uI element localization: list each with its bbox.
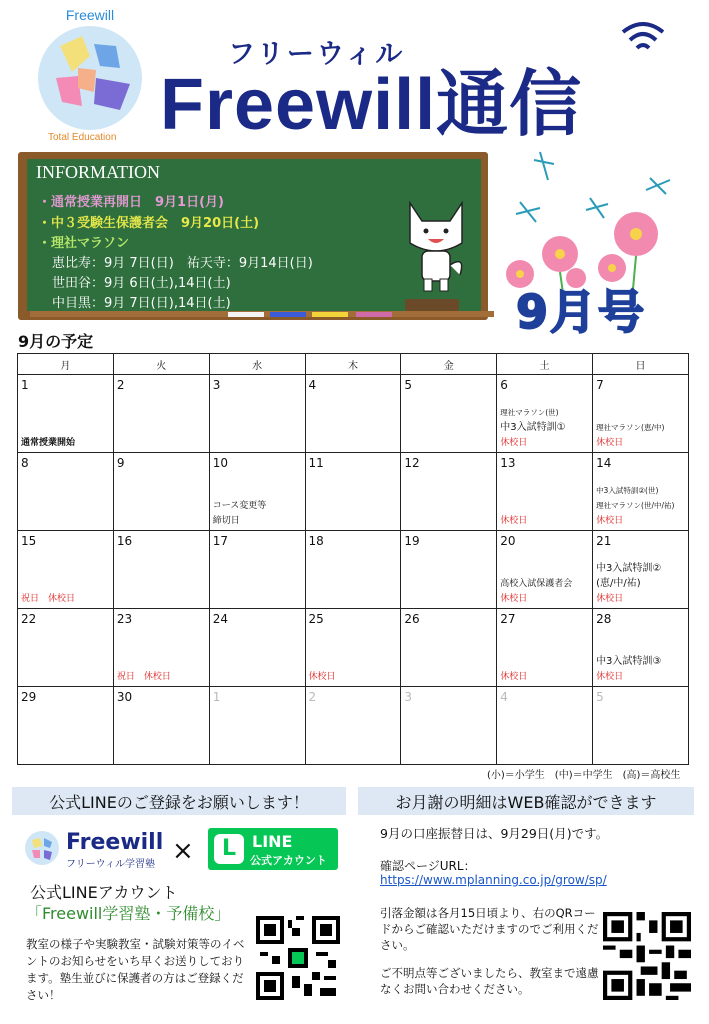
- grade-legend: (小)＝小学生 (中)＝中学生 (高)＝高校生: [487, 770, 681, 781]
- calendar-day-cell: [113, 453, 209, 531]
- closed-day-label: 休校日: [500, 516, 528, 526]
- logo-text-top: Freewill: [65, 7, 115, 23]
- day-number: 5: [596, 690, 604, 704]
- calendar-week-row: [18, 453, 689, 531]
- calendar-day-cell: [113, 687, 209, 765]
- page-title: Freewill通信: [160, 65, 583, 145]
- calendar-day-cell: [401, 531, 497, 609]
- closed-day-label: 休校日: [308, 672, 336, 682]
- line-account-name: 「Freewill学習塾・予備校」: [26, 904, 231, 923]
- wifi-icon: [618, 18, 668, 58]
- day-number: 21: [596, 534, 612, 548]
- calendar-day-cell: [209, 375, 305, 453]
- brand-ruby: フリーウィル: [228, 39, 406, 70]
- calendar-day-cell: [305, 375, 401, 453]
- closed-day-label: 休校日: [596, 516, 624, 526]
- calendar-day-cell: [113, 375, 209, 453]
- contact-info-text: ご不明点等ございましたら、教室まで遠慮なくお問い合わせください。: [380, 966, 599, 996]
- calendar-day-cell: [209, 609, 305, 687]
- calendar-week-row: [18, 687, 689, 765]
- calendar-day-cell: [113, 531, 209, 609]
- info-heading: INFORMATION: [36, 162, 161, 182]
- calendar-week-row: [18, 609, 689, 687]
- day-number: 16: [116, 534, 133, 548]
- day-number: 22: [21, 612, 37, 626]
- calendar-day-cell: [401, 609, 497, 687]
- calendar-table: [17, 353, 689, 765]
- calendar-day-cell: [593, 375, 689, 453]
- day-number: 2: [116, 378, 125, 392]
- line-section-banner: 公式LINEのご登録をお願いします！: [12, 787, 346, 815]
- web-section-banner: お月謝の明細はWEB確認ができます: [358, 787, 694, 815]
- calendar-day-cell: [18, 687, 114, 765]
- info-item-3-line-1: 恵比寿：9月 7日(日) 祐天寺：9月14日(日): [52, 256, 313, 271]
- freewill-brand-subtitle: フリーウィル学習塾: [66, 859, 155, 870]
- eraser-icon: [405, 299, 459, 311]
- logo-text-bottom: Total Education: [48, 132, 117, 143]
- closed-day-label: 休校日: [500, 438, 528, 448]
- calendar-day-cell: [593, 687, 689, 765]
- info-item-2: ・中３受験生保護者会 9月20日(土): [38, 216, 260, 231]
- calendar-day-cell: [497, 531, 593, 609]
- day-number: 30: [116, 690, 133, 704]
- info-item-3-line-2: 世田谷：9月 6日(土),14日(土): [52, 276, 231, 291]
- line-badge-subtext: 公式アカウント: [250, 854, 327, 867]
- calendar-day-cell: [593, 609, 689, 687]
- freewill-small-logo: [24, 830, 60, 866]
- day-number: 20: [500, 534, 516, 548]
- closed-day-label: 祝日 休校日: [21, 594, 76, 604]
- calendar-event: コース変更等: [212, 501, 267, 511]
- chalk-pink: [356, 312, 392, 317]
- calendar-day-cell: [209, 453, 305, 531]
- calendar-day-cell: [401, 453, 497, 531]
- calendar-day-cell: [18, 531, 114, 609]
- calendar-day-cell: [401, 687, 497, 765]
- calendar-day-cell: [209, 687, 305, 765]
- day-number: 1: [21, 378, 29, 392]
- calendar-day-cell: [18, 375, 114, 453]
- line-account-description: 教室の様子や実験教室・試験対策等のイベントのお知らせをいち早くお送りしております。塾生並びに保護者の方はご登録ください！: [26, 937, 245, 1002]
- calendar-week-row: [18, 531, 689, 609]
- day-number: 9: [116, 456, 125, 470]
- day-number: 18: [308, 534, 324, 548]
- calendar-day-cell: [18, 609, 114, 687]
- chalk-blue: [270, 312, 306, 317]
- calendar-event: (恵/中/祐): [596, 578, 641, 589]
- day-number: 19: [404, 534, 420, 548]
- calendar-event: 締切日: [212, 516, 240, 526]
- calendar-event: 中3入試特訓②: [596, 563, 662, 574]
- calendar-day-cell: [497, 687, 593, 765]
- web-qr-code-icon[interactable]: [603, 912, 691, 1000]
- calendar-day-cell: [497, 375, 593, 453]
- closed-day-label: 休校日: [596, 672, 624, 682]
- day-number: 3: [212, 378, 221, 392]
- day-number: 13: [500, 456, 516, 470]
- day-number: 5: [404, 378, 413, 392]
- weekday-header: 火: [113, 354, 209, 375]
- weekday-header: 金: [401, 354, 497, 375]
- calendar-day-cell: [305, 687, 401, 765]
- schedule-label: 9月の予定: [18, 332, 94, 351]
- day-number: 1: [212, 690, 221, 704]
- calendar-day-cell: [305, 453, 401, 531]
- calendar-event: 通常授業開始: [21, 438, 76, 448]
- line-qr-code-icon[interactable]: [256, 916, 340, 1000]
- info-item-1: ・通常授業再開日 9月1日(月): [38, 195, 224, 210]
- day-number: 4: [500, 690, 508, 704]
- url-label: 確認ページURL：: [380, 859, 476, 873]
- closed-day-label: 休校日: [500, 672, 528, 682]
- day-number: 24: [212, 612, 228, 626]
- calendar-week-row: [18, 375, 689, 453]
- closed-day-label: 休校日: [596, 438, 624, 448]
- calendar-day-cell: [593, 453, 689, 531]
- calendar-event: 中3入試特訓①: [500, 422, 566, 433]
- day-number: 2: [308, 690, 317, 704]
- line-badge-text: LINE: [252, 832, 293, 851]
- info-item-3: ・理社マラソン: [38, 236, 130, 251]
- withdrawal-info-text: 引落金額は各月15日頃より、右のQRコードからご確認いただけますのでご利用ください。: [380, 906, 599, 952]
- day-number: 10: [212, 456, 228, 470]
- calendar-event: 高校入試保護者会: [500, 579, 573, 589]
- calendar-event: 中3入試特訓③: [596, 656, 662, 667]
- calendar-day-cell: [497, 609, 593, 687]
- day-number: 8: [21, 456, 29, 470]
- calendar-day-cell: [209, 531, 305, 609]
- closed-day-label: 祝日 休校日: [116, 672, 171, 682]
- calendar-event: 中3入試特訓②(世): [596, 486, 659, 495]
- info-item-3-line-3: 中目黒：9月 7日(日),14日(土): [52, 296, 231, 311]
- calendar-day-cell: [18, 453, 114, 531]
- calendar-event: 理社マラソン(世/中/祐): [596, 501, 675, 510]
- calendar-day-cell: [305, 609, 401, 687]
- chalk-yellow: [312, 312, 348, 317]
- day-number: 4: [308, 378, 317, 392]
- issue-month-title: 9月号: [516, 285, 647, 339]
- day-number: 15: [21, 534, 37, 548]
- closed-day-label: 休校日: [500, 594, 528, 604]
- line-account-label: 公式LINEアカウント: [30, 883, 178, 902]
- day-number: 23: [116, 612, 133, 626]
- day-number: 6: [500, 378, 508, 392]
- day-number: 17: [212, 534, 228, 548]
- times-icon: ×: [172, 836, 194, 866]
- day-number: 27: [500, 612, 516, 626]
- calendar-day-cell: [305, 531, 401, 609]
- chalk-white: [228, 312, 264, 317]
- mascot-illustration: [402, 195, 472, 295]
- calendar-event: 理社マラソン(恵/中): [596, 423, 665, 432]
- day-number: 14: [596, 456, 612, 470]
- payment-date-text: 9月の口座振替日は、9月29日(月)です。: [380, 826, 609, 841]
- day-number: 25: [308, 612, 324, 626]
- weekday-header: 水: [209, 354, 305, 375]
- line-logo-icon: L: [214, 834, 244, 864]
- day-number: 3: [404, 690, 413, 704]
- calendar-day-cell: [593, 531, 689, 609]
- day-number: 7: [596, 378, 604, 392]
- day-number: 29: [21, 690, 37, 704]
- calendar-event: 理社マラソン(世): [500, 408, 559, 417]
- freewill-logo: [20, 6, 160, 146]
- calendar-day-cell: [497, 453, 593, 531]
- day-number: 12: [404, 456, 420, 470]
- day-number: 11: [308, 456, 324, 470]
- day-number: 26: [404, 612, 420, 626]
- confirmation-url-link[interactable]: https://www.mplanning.co.jp/grow/sp/: [380, 873, 607, 887]
- weekday-header: 日: [593, 354, 689, 375]
- weekday-header: 土: [497, 354, 593, 375]
- weekday-header: 月: [18, 354, 114, 375]
- freewill-brand-name: Freewill: [66, 830, 164, 855]
- day-number: 28: [596, 612, 612, 626]
- weekday-header: 木: [305, 354, 401, 375]
- calendar-weekday-row: [18, 354, 689, 375]
- calendar-day-cell: [401, 375, 497, 453]
- closed-day-label: 休校日: [596, 594, 624, 604]
- calendar-day-cell: [113, 609, 209, 687]
